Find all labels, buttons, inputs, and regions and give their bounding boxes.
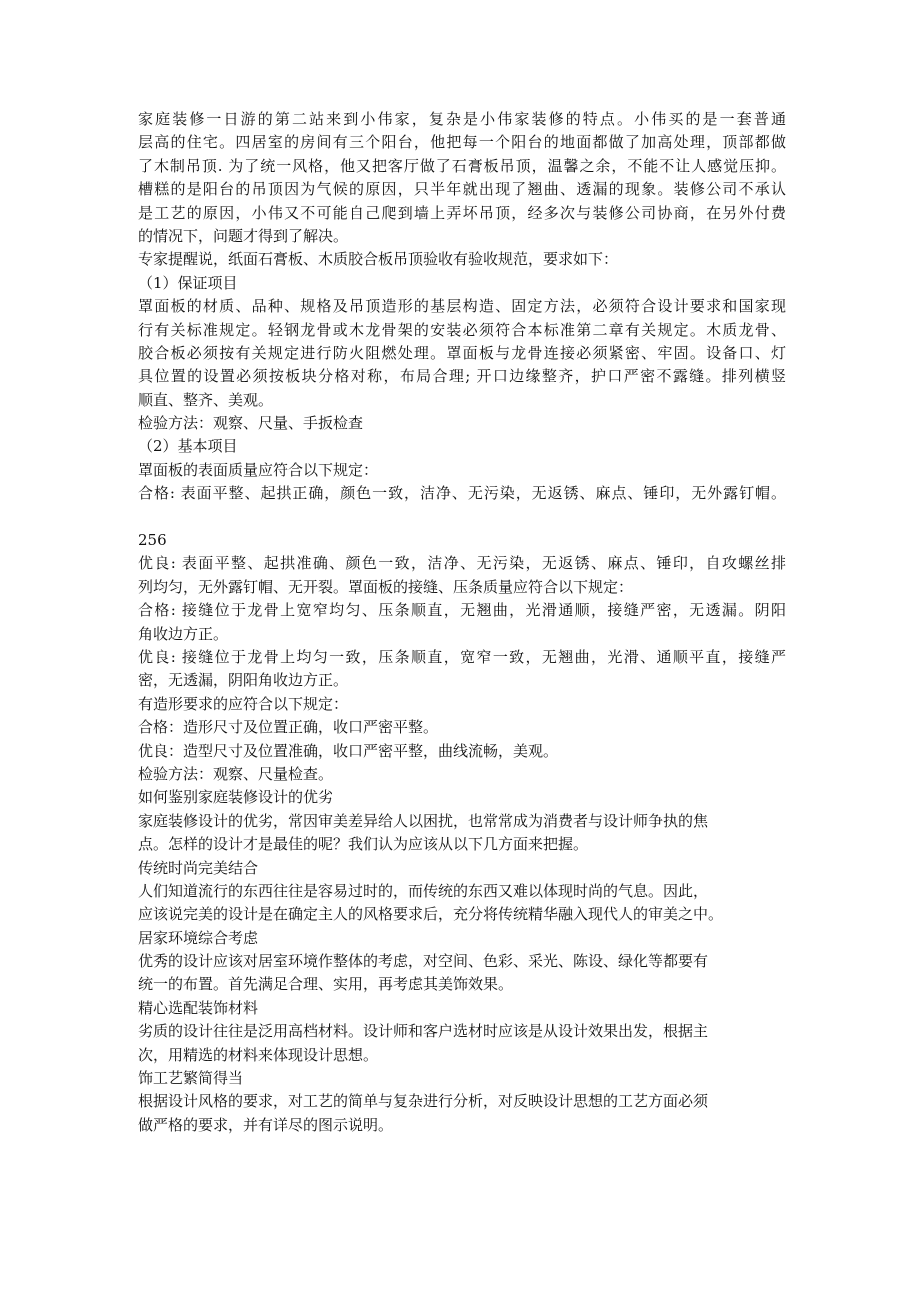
text-line: 家庭装修设计的优劣，常因审美差异给人以困扰，也常常成为消费者与设计师争执的焦 (138, 811, 709, 830)
section-heading: 如何鉴别家庭装修设计的优劣 (138, 788, 334, 807)
section-heading: （1）保证项目 (138, 273, 238, 292)
text-line: 做严格的要求，并有详尽的图示说明。 (138, 1115, 394, 1134)
document-page (138, 108, 786, 1137)
text-line: 层高的住宅。四居室的房间有三个阳台，他把每一个阳台的地面都做了加高处理，顶部都做 (138, 133, 786, 152)
section-heading: 居家环境综合考虑 (138, 928, 259, 947)
text-line: 具位置的设置必须按板块分格对称，布局合理; 开口边缘整齐，护口严密不露缝。排列横竖 (138, 367, 786, 386)
text-line: 检验方法：观察、尺量、手扳检查 (138, 414, 364, 433)
text-line: 统一的布置。首先满足合理、实用，再考虑其美饰效果。 (138, 975, 514, 994)
text-line: 了木制吊顶. 为了统一风格，他又把客厅做了石膏板吊顶，温馨之余，不能不让人感觉压抑。 (138, 156, 786, 175)
text-line: 专家提醒说，纸面石膏板、木质胶合板吊顶验收有验收规范，要求如下： (138, 250, 619, 269)
page-number: 256 (138, 531, 167, 550)
text-line: 优良: 接缝位于龙骨上均匀一致，压条顺直，宽窄一致，无翘曲，光滑、通顺平直，接缝严 (138, 647, 786, 666)
text-line: 次，用精选的材料来体现设计思想。 (138, 1045, 379, 1064)
text-line: 是工艺的原因，小伟又不可能自己爬到墙上弄坏吊顶，经多次与装修公司协商，在另外付费 (138, 203, 786, 222)
text-line: 优良：造型尺寸及位置准确，收口严密平整，曲线流畅，美观。 (138, 741, 559, 760)
text-line: 列均匀，无外露钉帽、无开裂。罩面板的接缝、压条质量应符合以下规定： (138, 577, 634, 596)
text-line: 优良: 表面平整、起拱准确、颜色一致，洁净、无污染，无返锈、麻点、锤印，自攻螺丝排 (138, 554, 786, 573)
text-line: 合格：造形尺寸及位置正确，收口严密平整。 (138, 718, 439, 737)
blank-line (138, 506, 786, 529)
text-line: 有造形要求的应符合以下规定： (138, 694, 349, 713)
text-line: 检验方法：观察、尺量检查。 (138, 764, 334, 783)
text-line: 应该说完美的设计是在确定主人的风格要求后，充分将传统精华融入现代人的审美之中。 (138, 905, 724, 924)
text-line: 根据设计风格的要求，对工艺的简单与复杂进行分析，对反映设计思想的工艺方面必须 (138, 1092, 709, 1111)
text-line: 的情况下，问题才得到了解决。 (138, 226, 349, 245)
text-line: 胶合板必须按有关规定进行防火阻燃处理。罩面板与龙骨连接必须紧密、牢固。设备口、灯 (138, 343, 786, 362)
text-line: 优秀的设计应该对居室环境作整体的考虑，对空间、色彩、采光、陈设、绿化等都要有 (138, 952, 709, 971)
text-line: 家庭装修一日游的第二站来到小伟家，复杂是小伟家装修的特点。小伟买的是一套普通 (138, 110, 786, 128)
text-line: 合格: 表面平整、起拱正确，颜色一致，洁净、无污染，无返锈、麻点、锤印，无外露钉帽。 (138, 484, 786, 503)
text-line: 人们知道流行的东西往往是容易过时的，而传统的东西又难以体现时尚的气息。因此， (138, 881, 709, 900)
text-line: 罩面板的材质、品种、规格及吊顶造形的基层构造、固定方法，必须符合设计要求和国家现 (138, 297, 786, 316)
text-line: 合格: 接缝位于龙骨上宽窄均匀、压条顺直，无翘曲，光滑通顺，接缝严密，无透漏。阴阳 (138, 601, 786, 620)
section-heading: （2）基本项目 (138, 437, 238, 456)
text-line: 角收边方正。 (138, 624, 229, 643)
text-line: 槽糕的是阳台的吊顶因为气候的原因，只半年就出现了翘曲、透漏的现象。装修公司不承认 (138, 180, 786, 199)
text-line: 点。怎样的设计才是最佳的呢？我们认为应该从以下几方面来把握。 (138, 835, 589, 854)
section-heading: 饰工艺繁简得当 (138, 1069, 244, 1088)
text-line: 劣质的设计往往是泛用高档材料。设计师和客户选材时应该是从设计效果出发，根据主 (138, 1022, 709, 1041)
section-heading: 传统时尚完美结合 (138, 858, 259, 877)
text-line: 密，无透漏，阴阳角收边方正。 (138, 671, 349, 690)
text-line: 罩面板的表面质量应符合以下规定： (138, 460, 379, 479)
text-line: 顺直、整齐、美观。 (138, 390, 274, 409)
section-heading: 精心选配装饰材料 (138, 998, 259, 1017)
text-line: 行有关标准规定。轻钢龙骨或木龙骨架的安装必须符合本标准第二章有关规定。木质龙骨、 (138, 320, 786, 339)
